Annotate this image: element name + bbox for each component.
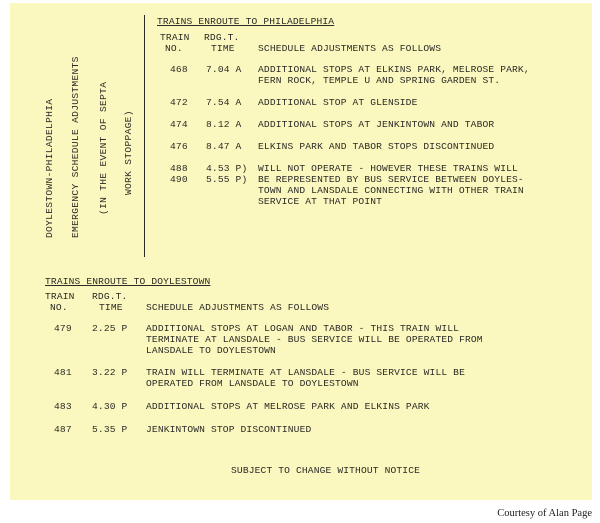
phl-col-train: TRAIN	[160, 32, 190, 43]
adjustment-text: ADDITIONAL STOPS AT LOGAN AND TABOR - THIS TRAIN WILL	[146, 323, 460, 334]
train-time: 8.12 A	[206, 119, 242, 130]
train-time: 7.54 A	[206, 97, 242, 108]
train-time: 3.22 P	[92, 367, 128, 378]
train-number: 488	[170, 163, 188, 174]
side-title-emergency: EMERGENCY SCHEDULE ADJUSTMENTS	[70, 56, 81, 238]
photo-credit: Courtesy of Alan Page	[497, 508, 592, 519]
train-number: 487	[54, 424, 72, 435]
vertical-divider	[144, 15, 145, 257]
adjustment-text: JENKINTOWN STOP DISCONTINUED	[146, 424, 312, 435]
train-number: 468	[170, 64, 188, 75]
train-number: 481	[54, 367, 72, 378]
phl-col-train-no: NO.	[165, 43, 183, 54]
adjustment-text: FERN ROCK, TEMPLE U AND SPRING GARDEN ST.	[258, 75, 501, 86]
train-number: 474	[170, 119, 188, 130]
adjustment-text: TRAIN WILL TERMINATE AT LANSDALE - BUS SERVICE WILL BE	[146, 367, 465, 378]
doy-col-adjustments: SCHEDULE ADJUSTMENTS AS FOLLOWS	[146, 302, 330, 313]
adjustment-text: ADDITIONAL STOPS AT MELROSE PARK AND ELKINS PARK	[146, 401, 430, 412]
adjustment-text: WILL NOT OPERATE - HOWEVER THESE TRAINS WILL	[258, 163, 518, 174]
adjustment-text: SERVICE AT THAT POINT	[258, 196, 383, 207]
adjustment-text: ADDITIONAL STOPS AT JENKINTOWN AND TABOR	[258, 119, 495, 130]
adjustment-text: ELKINS PARK AND TABOR STOPS DISCONTINUED	[258, 141, 495, 152]
adjustment-text: TOWN AND LANSDALE CONNECTING WITH OTHER TRAIN	[258, 185, 524, 196]
train-number: 483	[54, 401, 72, 412]
train-time: 2.25 P	[92, 323, 128, 334]
train-number: 479	[54, 323, 72, 334]
doy-col-train-no: NO.	[50, 302, 68, 313]
phl-col-adjustments: SCHEDULE ADJUSTMENTS AS FOLLOWS	[258, 43, 442, 54]
doy-col-time-label: TIME	[99, 302, 123, 313]
train-time: 4.53 P)	[206, 163, 248, 174]
train-number: 476	[170, 141, 188, 152]
doy-col-train: TRAIN	[45, 291, 75, 302]
side-title-route: DOYLESTOWN-PHILADELPHIA	[44, 98, 55, 238]
doy-col-time: RDG.T.	[92, 291, 128, 302]
adjustment-text: TERMINATE AT LANSDALE - BUS SERVICE WILL BE OPERATED FROM	[146, 334, 483, 345]
train-time: 4.30 P	[92, 401, 128, 412]
footer-notice: SUBJECT TO CHANGE WITHOUT NOTICE	[231, 465, 421, 476]
adjustment-text: OPERATED FROM LANSDALE TO DOYLESTOWN	[146, 378, 359, 389]
side-title-stoppage: WORK STOPPAGE)	[123, 110, 134, 195]
schedule-sheet	[10, 3, 592, 500]
train-time: 5.35 P	[92, 424, 128, 435]
adjustment-text: ADDITIONAL STOP AT GLENSIDE	[258, 97, 418, 108]
side-title-event: (IN THE EVENT OF SEPTA	[98, 81, 109, 215]
train-time: 8.47 A	[206, 141, 242, 152]
adjustment-text: ADDITIONAL STOPS AT ELKINS PARK, MELROSE PARK,	[258, 64, 530, 75]
train-number: 490	[170, 174, 188, 185]
philadelphia-heading: TRAINS ENROUTE TO PHILADELPHIA	[157, 16, 335, 27]
phl-col-time-label: TIME	[211, 43, 235, 54]
doylestown-heading: TRAINS ENROUTE TO DOYLESTOWN	[45, 276, 211, 287]
train-time: 7.04 A	[206, 64, 242, 75]
train-time: 5.55 P)	[206, 174, 248, 185]
adjustment-text: BE REPRESENTED BY BUS SERVICE BETWEEN DOYLES-	[258, 174, 524, 185]
adjustment-text: LANSDALE TO DOYLESTOWN	[146, 345, 276, 356]
train-number: 472	[170, 97, 188, 108]
phl-col-time: RDG.T.	[204, 32, 240, 43]
